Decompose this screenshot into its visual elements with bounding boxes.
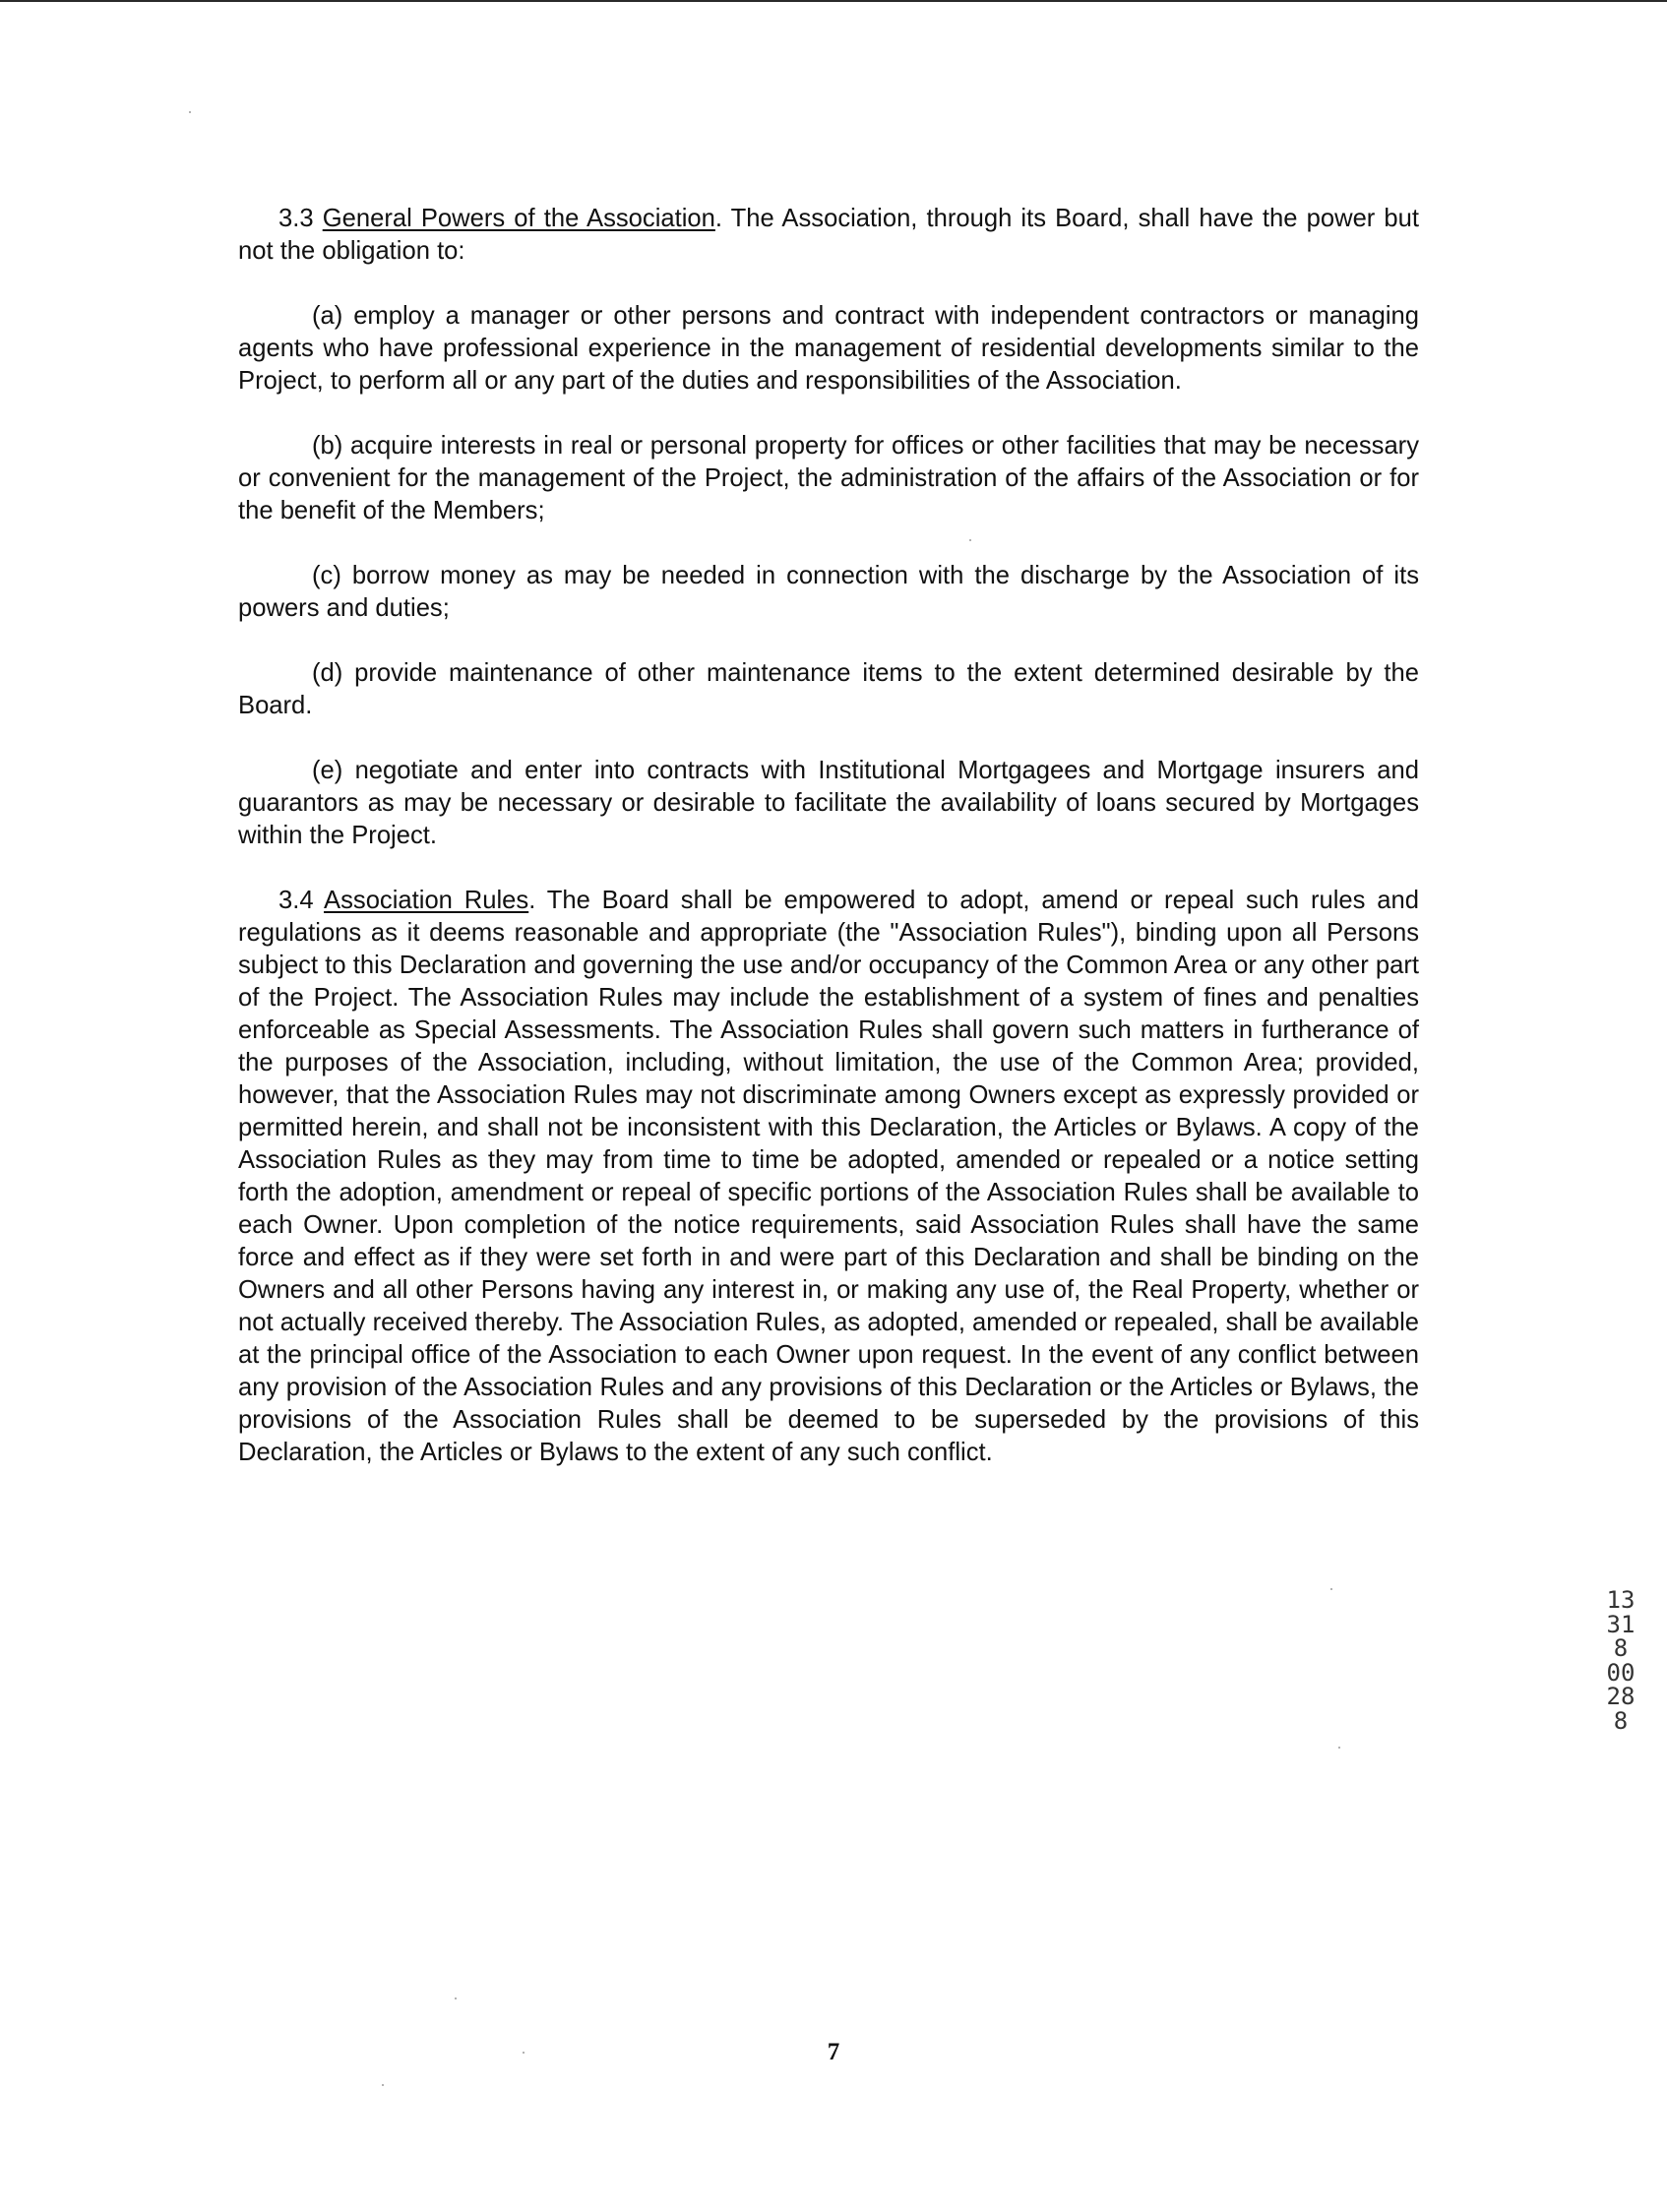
list-item-c: (c) borrow money as may be needed in connection with the discharge by the Association of its powers and duties; (238, 562, 1419, 622)
page-number: 7 (827, 2039, 840, 2065)
section-3-4-text: . The Board shall be empowered to adopt, amend or repeal such rules and regulations as it deems reasonable and appropriate (the "Association Rules"), binding upon all Persons subject to this Declaration and governing the use and/or occupancy of the Common Area or any other part of the Project. The Association Rules may include the establishment of a system of fines and penalties enforceable as Special Assessments. The Association Rules shall govern such matters in furtherance of the purposes of the Association, including, without limitation, the use of the Common Area; provided, however, that the Association Rules may not discriminate among Owners except as expressly provided or permitted herein, and shall not be inconsistent with this Declaration, the Articles or Bylaws. A copy of the Association Rules as they may from time to time be adopted, amended or repealed or a notice setting forth the adoption, amendment or repeal of specific portions of the Association Rules shall be available to each Owner. Upon completion of the notice requirements, said Association Rules shall have the same force and effect as if they were set forth in and were part of this Declaration and shall be binding on the Owners and all other Persons having any interest in, or making any use of, the Real Property, whether or not actually received thereby. The Association Rules, as adopted, amended or repealed, shall be available at the principal office of the Association to each Owner upon request. In the event of any conflict between any provision of the Association Rules and any provisions of this Declaration or the Articles or Bylaws, the provisions of the Association Rules shall be deemed to be superseded by the provisions of this Declaration, the Articles or Bylaws to the extent of any such conflict. (238, 887, 1419, 1466)
section-3-3-heading: General Powers of the Association (322, 205, 715, 232)
scan-speck (523, 2052, 525, 2054)
recording-number-stamp: 13318 00288 (1606, 1586, 1642, 1735)
document-body (238, 203, 1419, 1469)
scan-speck (382, 2084, 384, 2086)
section-3-3-text: . The Association, through its Board, shall have the power but not the obligation to: (238, 205, 1419, 265)
list-item-d: (d) provide maintenance of other maintenance items to the extent determined desirable by the Board. (238, 659, 1419, 719)
scan-speck (455, 1997, 457, 1999)
section-3-3 (238, 203, 1419, 268)
list-item-a: (a) employ a manager or other persons and contract with independent contractors or managing agents who have professional experience in the management of residential developments similar to the Project, to perform all or any part of the duties and responsibilities of the Association. (238, 302, 1419, 395)
list-item-e: (e) negotiate and enter into contracts with Institutional Mortgagees and Mortgage insurers and guarantors as may be necessary or desirable to facilitate the availability of loans secured by Mortgages within the Project. (238, 757, 1419, 849)
scan-speck (1338, 1747, 1340, 1749)
section-3-4-heading: Association Rules (324, 887, 529, 914)
scan-speck (189, 111, 191, 113)
top-edge-rule (0, 0, 1667, 2)
section-3-4-number: 3.4 (278, 887, 314, 914)
section-3-4 (238, 885, 1419, 1469)
scan-speck (1330, 1588, 1332, 1590)
scan-speck (969, 539, 971, 541)
section-3-3-number: 3.3 (278, 205, 314, 232)
list-item-b: (b) acquire interests in real or personal property for offices or other facilities that may be necessary or convenient for the management of the Project, the administration of the affairs of the Association or for the benefit of the Members; (238, 432, 1419, 524)
